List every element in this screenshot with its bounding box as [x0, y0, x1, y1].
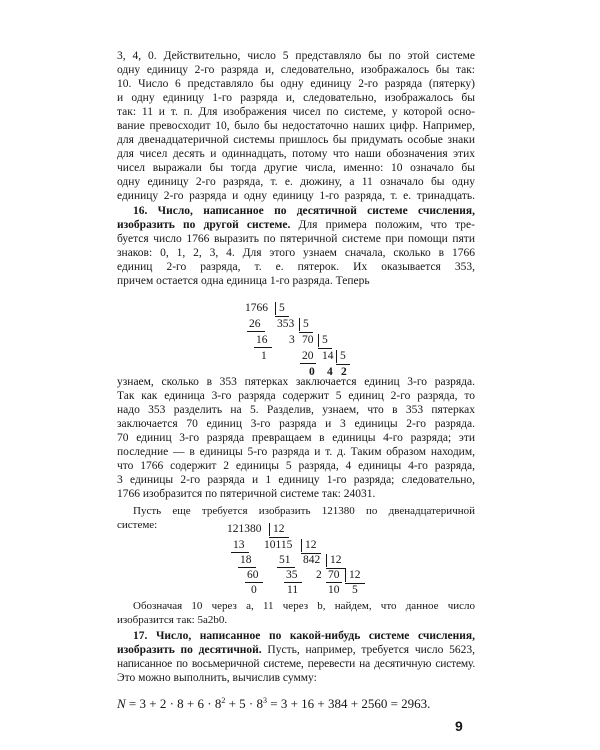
text-line: изобразится так: 5a2b0. [117, 614, 228, 626]
text-line: системе: [117, 519, 158, 531]
text-line: надо 353 разделить на 5. Разделив, узнаем, что в 353 пятерках [117, 404, 475, 416]
dividend: 1766 [245, 302, 268, 314]
quotient: 14 [322, 350, 334, 362]
remainder-step: 13 [233, 539, 245, 551]
remainder-step: 2 [316, 569, 322, 581]
text-line: узнаем, сколько в 353 пятерках заключается единиц 3-го разряда. [117, 376, 475, 388]
quotient: 70 [328, 569, 340, 581]
text-line: 3, 4, 0. Действительно, число 5 представляло бы по этой системе [117, 50, 475, 62]
division-line [299, 332, 313, 333]
result-digit: 10 [328, 584, 340, 596]
divisor: 5 [340, 350, 346, 362]
text-line: Так как единица 3-го разряда содержит 5 единиц 2-го разряда, то [117, 390, 475, 402]
division-line [300, 363, 316, 364]
remainder-step: 35 [286, 569, 298, 581]
formula-part: = 3 + 2 · 8 + 6 · 8 [125, 696, 222, 711]
quotient: 353 [277, 318, 295, 330]
section-heading-continuation: изобразить по другой системе. [117, 219, 291, 231]
text-line: так: 11 и т. п. Для изображения чисел по системе, у которой осно- [117, 106, 475, 118]
remainder-step: 26 [249, 318, 261, 330]
text-line: написанное по восьмеричной системе, перевести на десятичную систему. [117, 658, 475, 670]
text-line: для двенадцатеричной системы пришлось бы придумать особые знаки [117, 134, 475, 146]
result-digit: 0 [251, 584, 257, 596]
division-line [326, 582, 342, 583]
page-number: 9 [455, 718, 463, 734]
formula-variable: N [117, 696, 126, 711]
text-line: буется число 1766 выразить по пятеричной системе при помощи пяти [117, 233, 475, 245]
dividend: 121380 [227, 523, 262, 535]
text-line: Обозначая 10 через a, 11 через b, найдем, что данное число [133, 600, 475, 612]
divisor: 12 [330, 554, 342, 566]
division-bar [299, 318, 300, 331]
text-line: причем остается одна единица 1-го разряда. Теперь [117, 275, 370, 287]
text-line: последние — в единицы 5-го разряда и т. д. Таким образом находим, [117, 446, 475, 458]
division-bar [318, 334, 319, 347]
text-span: Пусть, например, требуется число 5623, [261, 644, 475, 656]
text-line: единиц 2-го разряда, т. е. пятерок. Их оказывается 353, [117, 261, 475, 273]
text-line: одну единицу 2-го разряда, т. е. дюжину, а 11 означало бы одну [117, 176, 475, 188]
text-line: что 1766 содержит 2 единицы 5 разряда, 4 единицы 4-го разряда, [117, 460, 475, 472]
text-line: для чисел десять и одиннадцать, потому что наши обозначения этих [117, 148, 475, 160]
division-bar [301, 539, 302, 552]
divisor: 12 [273, 523, 285, 535]
text-line: 3 единицы 2-го разряда и 1 единицу 1-го разряда; следовательно, [117, 474, 475, 486]
division-line [254, 347, 272, 348]
division-bar [345, 569, 346, 582]
text-line [117, 219, 475, 232]
division-bar [336, 350, 337, 363]
remainder-step: 16 [256, 334, 268, 346]
result-digit: 2 [341, 366, 347, 378]
division-line [269, 537, 289, 538]
formula-part: + 5 · 8 [225, 696, 263, 711]
formula-part: = 3 + 16 + 384 + 2560 = 2963. [267, 696, 431, 711]
quotient: 842 [303, 554, 321, 566]
divisor: 5 [279, 302, 285, 314]
text-span: Для примера положим, что тре- [290, 219, 475, 231]
division-bar [275, 302, 276, 315]
result-digit: 0 [309, 366, 315, 378]
divisor: 5 [303, 318, 309, 330]
remainder-step: 1 [261, 350, 267, 362]
section-heading-continuation: изобразить по десятичной. [117, 644, 262, 656]
section-heading: 16. Число, написанное по десятичной системе счисления, [133, 205, 475, 217]
formula-exponent: 2 [221, 696, 226, 705]
text-line: одну единицу 2-го разряда и, следовательно, изображалось бы так: [117, 64, 475, 76]
text-line: Пусть еще требуется изобразить 121380 по двенадцатеричной [133, 505, 475, 517]
division-line [238, 567, 256, 568]
division-bar [326, 554, 327, 567]
division-line [336, 364, 350, 365]
division-line [318, 348, 332, 349]
quotient: 10115 [264, 539, 293, 551]
division-line [284, 582, 302, 583]
remainder-step: 3 [289, 334, 295, 346]
text-line: заключается 70 единиц 3-го разряда и 3 единицы 2-го разряда. [117, 418, 475, 430]
text-line: и одну единицу 1-го разряда и, следовательно, изображалось бы [117, 92, 475, 104]
result-digit: 4 [327, 366, 333, 378]
remainder-step: 60 [247, 569, 259, 581]
text-line: 10. Число 6 представляло бы одну единицу 2-го разряда (пятерку) [117, 78, 475, 90]
division-line [247, 331, 265, 332]
division-line [245, 582, 263, 583]
remainder-step: 20 [302, 350, 314, 362]
division-line [231, 552, 249, 553]
divisor: 5 [322, 334, 328, 346]
divisor: 12 [305, 539, 317, 551]
text-line: 70 единиц 3-го разряда превращаем в единицы 4-го разряда; эти [117, 432, 475, 444]
remainder-step: 18 [240, 554, 252, 566]
text-line: Это можно выполнить, вычислив сумму: [117, 672, 317, 684]
formula-exponent: 3 [263, 696, 267, 705]
section-heading: 17. Число, написанное по какой-нибудь системе счисления, [133, 630, 475, 642]
formula [117, 693, 430, 711]
text-line: вание превосходит 10, было бы недостаточно наших цифр. Например, [117, 120, 475, 132]
remainder-step: 51 [279, 554, 291, 566]
division-line [277, 567, 295, 568]
text-line: 1766 изобразится по пятеричной системе так: 24031. [117, 488, 376, 500]
divisor: 12 [349, 569, 361, 581]
result-digit: 11 [287, 584, 299, 596]
text-line [117, 644, 475, 657]
text-line: чисел выражали бы тогда другие числа, именно: 10 означало бы [117, 162, 475, 174]
result-digit: 5 [352, 584, 358, 596]
text-line: единицу 2-го разряда и одну единицу 1-го разряда, т. е. тринадцать. [117, 190, 475, 202]
text-line: знаков: 0, 1, 2, 3, 4. Для этого узнаем сначала, сколько в 1766 [117, 247, 475, 259]
quotient: 70 [302, 334, 314, 346]
division-bar [269, 523, 270, 536]
division-line [275, 316, 289, 317]
